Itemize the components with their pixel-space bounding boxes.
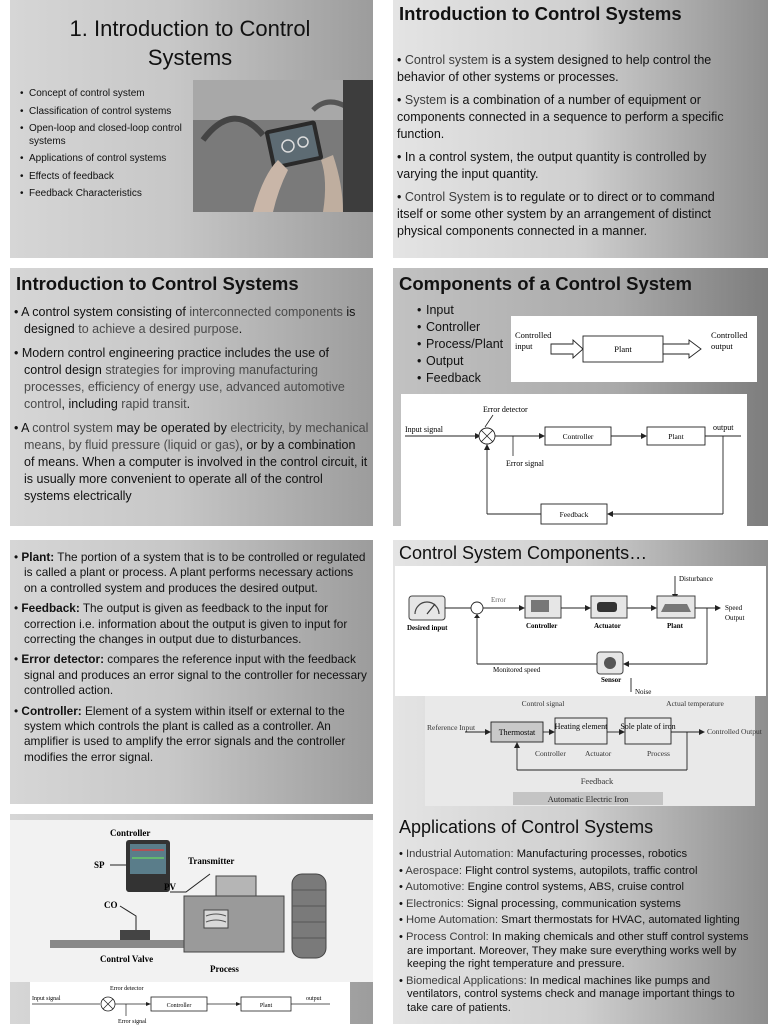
- diagram-label: Plant: [667, 622, 683, 630]
- diagram-label: Controller: [562, 432, 594, 441]
- process-control-illustration: [10, 820, 373, 982]
- slide-1-title: 1. Introduction to Control Systems: [69, 16, 311, 70]
- application-item: • Aerospace: Flight control systems, autopilots, traffic control: [399, 864, 698, 877]
- diagram-caption: Automatic Electric Iron: [547, 794, 629, 804]
- slide-4-title: Components of a Control System: [399, 273, 692, 294]
- application-item: • Electronics: Signal processing, communication systems: [399, 897, 681, 910]
- diagram-label: Actuator: [594, 622, 621, 630]
- diagram-label: Reference Input: [427, 723, 476, 732]
- diagram-label: Control Valve: [100, 954, 154, 964]
- slide-1: [10, 0, 373, 258]
- diagram-label: CO: [104, 900, 118, 910]
- diagram-label: Plant: [614, 344, 632, 354]
- list-item: • Feedback Characteristics: [20, 188, 200, 201]
- slide-3: [10, 268, 373, 526]
- list-item: • Process/Plant: [417, 336, 503, 353]
- diagram-label: Input signal: [405, 425, 443, 434]
- diagram-label: Speed: [725, 604, 743, 612]
- list-item: • Classification of control systems: [20, 106, 200, 119]
- diagram-label: Control signal: [521, 699, 565, 708]
- speed-control-diagram: [395, 566, 766, 696]
- diagram-label: Input signal: [32, 996, 61, 1002]
- diagram-label: Sole plate of iron: [620, 722, 676, 731]
- diagram-label: Desired input: [407, 624, 448, 632]
- list-item: • Concept of control system: [20, 88, 200, 101]
- slide-1-list: [20, 88, 200, 201]
- slide-8: [393, 814, 768, 1024]
- slide-5: [10, 540, 373, 804]
- diagram-label: Controller: [166, 1003, 192, 1009]
- diagram-label: PV: [164, 882, 176, 892]
- diagram-label: Plant: [668, 432, 684, 441]
- slide-2-body: [397, 52, 733, 240]
- diagram-label: Controlled: [711, 330, 748, 340]
- diagram-label: Actuator: [585, 749, 612, 758]
- diagram-label: Process: [647, 749, 670, 758]
- diagram-label: Transmitter: [188, 856, 235, 866]
- application-item: • Biomedical Applications: In medical machines like pumps and ventilators, control systems check and manage important things to take care of patients.: [399, 974, 735, 1014]
- diagram-label: Plant: [259, 1003, 273, 1009]
- diagram-label: Controller: [535, 749, 566, 758]
- slide-4-list: [417, 302, 503, 387]
- diagram-label: Controlled Output: [707, 727, 762, 736]
- definition-item: • Plant: The portion of a system that is to be controlled or regulated is called a plant or process. A plant performs necessary actions on a controlled system and produces the desired output.: [14, 550, 366, 595]
- list-item: • Effects of feedback: [20, 171, 200, 184]
- slide-8-title: Applications of Control Systems: [399, 817, 654, 837]
- paragraph: • System is a combination of a number of equipment or components connected in a sequence to perform a specific function.: [397, 93, 724, 141]
- diagram-label: Sensor: [601, 676, 622, 684]
- list-item: • Open-loop and closed-loop control systems: [20, 123, 200, 148]
- slide-3-title: Introduction to Control Systems: [16, 273, 299, 294]
- diagram-label: Error: [491, 596, 506, 604]
- open-loop-diagram: [511, 316, 757, 382]
- definition-item: • Error detector: compares the reference input with the feedback signal and produces an error signal to the controller for necessary controlled action.: [14, 652, 367, 698]
- diagram-label: output: [713, 423, 734, 432]
- list-item: • Input: [417, 302, 503, 319]
- diagram-label: output: [711, 341, 733, 351]
- application-item: • Home Automation: Smart thermostats for HVAC, automated lighting: [399, 914, 740, 927]
- list-item: • Applications of control systems: [20, 153, 200, 166]
- diagram-label: output: [306, 996, 322, 1002]
- application-item: • Process Control: In making chemicals and other stuff control systems are important. Moreover, They make sure everything works well by keeping the right temperature and pressure.: [399, 930, 749, 971]
- diagram-label: Output: [725, 614, 745, 622]
- slide-4: [393, 268, 768, 526]
- diagram-label: Noise: [635, 688, 652, 696]
- list-item: • Output: [417, 353, 503, 370]
- closed-loop-diagram-small: [30, 982, 350, 1024]
- diagram-label: Feedback: [580, 776, 614, 786]
- diagram-label: Controller: [110, 828, 151, 838]
- list-item: • Feedback: [417, 370, 503, 387]
- diagram-label: Error detector: [110, 986, 144, 992]
- diagram-label: Feedback: [559, 510, 589, 519]
- closed-loop-diagram: [401, 394, 747, 532]
- application-item: • Automotive: Engine control systems, ABS, cruise control: [399, 881, 684, 894]
- electric-iron-diagram: [425, 696, 762, 806]
- paragraph: • A control system consisting of interconnected components is designed to achieve a desired purpose.: [14, 305, 356, 336]
- paragraph: • Modern control engineering practice includes the use of control design strategies for improving manufacturing processes, efficiency of energy use, advanced automotive control, including rapid transit.: [14, 346, 345, 411]
- diagram-label: Process: [210, 964, 239, 974]
- diagram-label: Actual temperature: [666, 699, 724, 708]
- slide-2: [393, 0, 768, 258]
- application-item: • Industrial Automation: Manufacturing processes, robotics: [399, 848, 688, 860]
- slide-7: [10, 814, 373, 1024]
- diagram-label: Thermostat: [498, 728, 536, 737]
- slide-8-body: [399, 848, 757, 1016]
- slide-3-body: [14, 304, 369, 505]
- diagram-label: Controller: [526, 622, 558, 630]
- diagram-label: Disturbance: [679, 575, 713, 583]
- paragraph: • A control system may be operated by electricity, by mechanical means, by fluid pressure (liquid or gas), or by a combination of means. When a computer is involved in the control circuit, it is usually more convenient to operate all of the control systems electrically: [14, 421, 369, 503]
- paragraph: • Control System is to regulate or to direct or to command itself or some other system by an arrangement of distinct physical components connected in a manner.: [397, 190, 715, 238]
- paragraph: • Control system is a system designed to help control the behavior of other systems or processes.: [397, 53, 712, 84]
- definition-item: • Controller: Element of a system within itself or external to the system which controls the plant is called as a controller. An amplifier is used to amplify the error signals and the controller modifies the error signal.: [14, 703, 346, 764]
- slide-6: [393, 540, 768, 814]
- diagram-label: Error detector: [483, 405, 528, 414]
- diagram-label: SP: [94, 860, 105, 870]
- diagram-label: Heating element: [554, 722, 608, 731]
- slide-5-body: [14, 550, 369, 765]
- industrial-tablet-photo: [193, 80, 373, 212]
- slide-2-title: Introduction to Control Systems: [399, 3, 682, 24]
- diagram-label: Error signal: [118, 1019, 147, 1025]
- diagram-label: input: [515, 341, 533, 351]
- paragraph: • In a control system, the output quantity is controlled by varying the input quantity.: [397, 150, 707, 181]
- diagram-label: Monitored speed: [493, 666, 541, 674]
- list-item: • Controller: [417, 319, 503, 336]
- slide-6-title: Control System Components…: [399, 543, 648, 563]
- definition-item: • Feedback: The output is given as feedback to the input for correction i.e. information about the output is given to input for correcting the changes in output due to disturbances.: [14, 601, 348, 647]
- diagram-label: Error signal: [506, 459, 544, 468]
- diagram-label: Controlled: [515, 330, 552, 340]
